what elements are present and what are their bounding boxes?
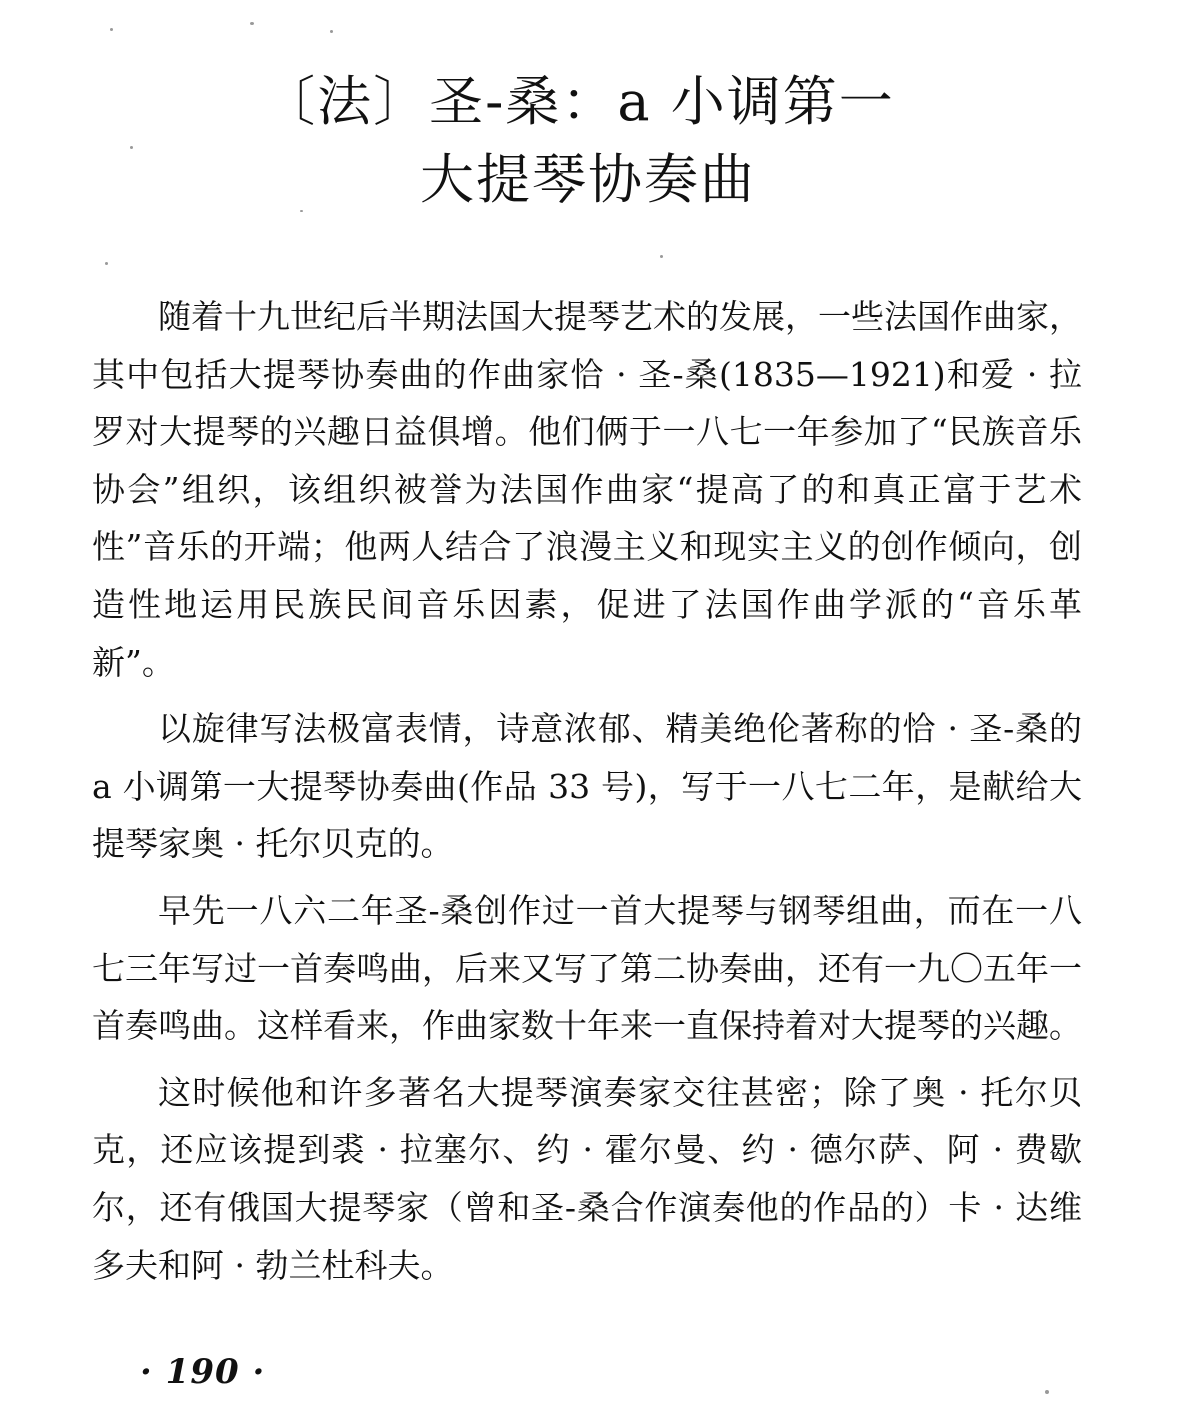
paragraph-3: 早先一八六二年圣-桑创作过一首大提琴与钢琴组曲，而在一八七三年写过一首奏鸣曲，后来又写了第二协奏曲，还有一九〇五年一首奏鸣曲。这样看来，作曲家数十年来一直保持着对大提琴的兴趣。 [92, 890, 1082, 1046]
article-body [92, 288, 1082, 1303]
scan-speck [105, 262, 108, 265]
scan-speck [660, 255, 663, 258]
scan-speck [130, 146, 133, 149]
scan-speck [300, 210, 303, 212]
page-number: · 190 · [140, 1352, 266, 1392]
scan-speck [250, 22, 254, 25]
paragraph-1: 随着十九世纪后半期法国大提琴艺术的发展，一些法国作曲家，其中包括大提琴协奏曲的作曲家恰 · 圣-桑(1835—1921)和爱 · 拉罗对大提琴的兴趣日益俱增。他们俩于一八七一年参加了“民族音乐协会”组织，该组织被誉为法国作曲家“提高了的和真正富于艺术性”音乐的开端；他两人结合了浪漫主义和现实主义的创作倾向，创造性地运用民族民间音乐因素，促进了法国作曲学派的“音乐革新”。 [92, 297, 1082, 682]
article-title-line-1: 〔法〕圣-桑：a 小调第一 [261, 70, 895, 133]
scan-speck [330, 30, 333, 33]
paragraph-2: 以旋律写法极富表情，诗意浓郁、精美绝伦著称的恰 · 圣-桑的 a 小调第一大提琴协奏曲(作品 33 号)，写于一八七二年，是献给大提琴家奥 · 托尔贝克的。 [92, 709, 1082, 864]
scan-speck [110, 28, 113, 31]
paragraph-4: 这时候他和许多著名大提琴演奏家交往甚密；除了奥 · 托尔贝克，还应该提到裘 · 拉塞尔、约 · 霍尔曼、约 · 德尔萨、阿 · 费歇尔，还有俄国大提琴家（曾和圣-桑合作演奏他的作品的）卡 · 达维多夫和阿 · 勃兰杜科夫。 [92, 1072, 1082, 1285]
article-title-line-2: 大提琴协奏曲 [420, 148, 756, 211]
scan-speck [1045, 1390, 1049, 1394]
